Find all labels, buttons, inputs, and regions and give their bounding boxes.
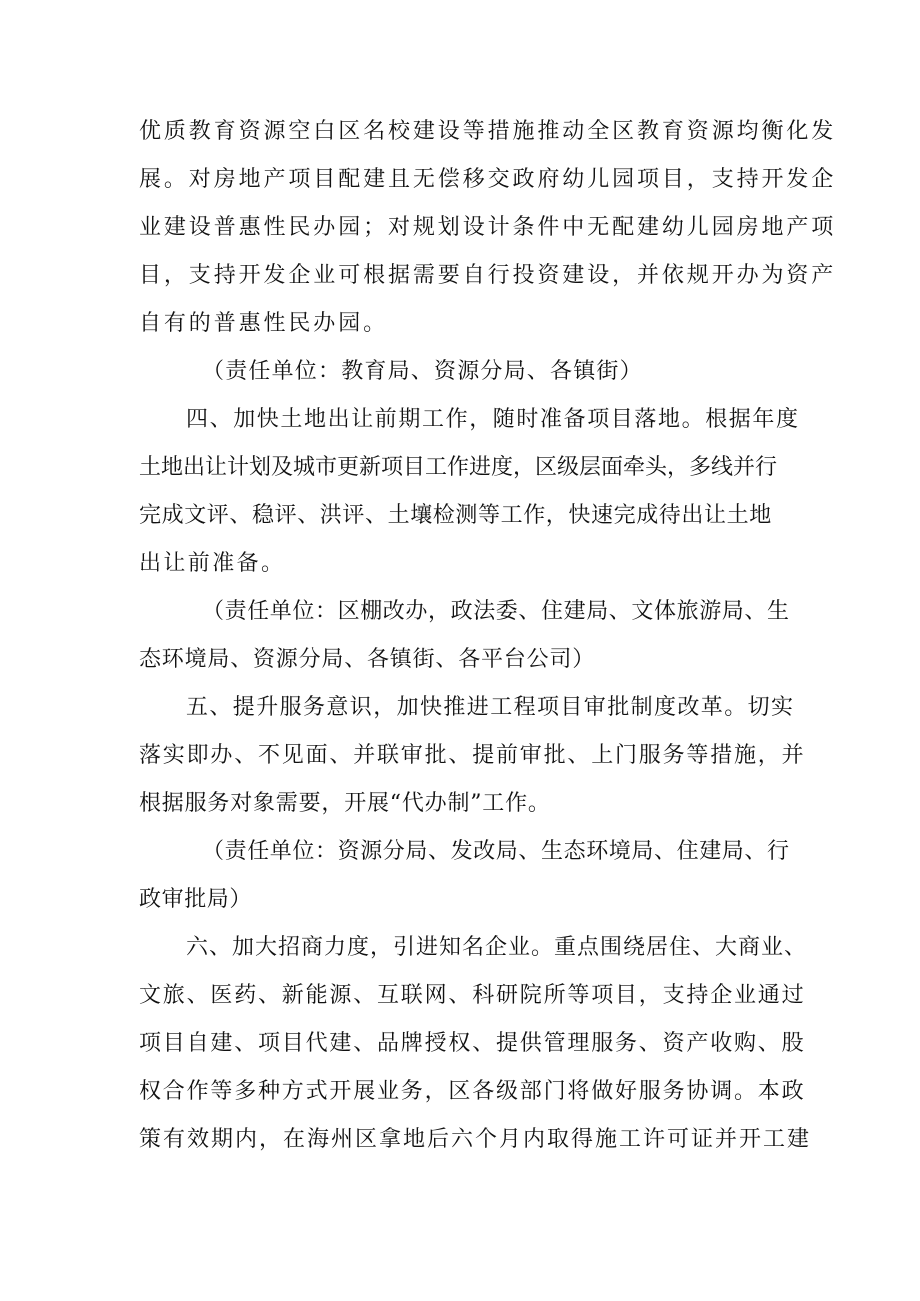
- section-heading-six: 六、加大招商力度，引进知名企业。重点围绕居住、大商业、: [186, 935, 808, 960]
- text-line: 优质教育资源空白区名校建设等措施推动全区教育资源均衡化发: [139, 119, 837, 144]
- text-line: 态环境局、资源分局、各镇街、各平台公司）: [139, 647, 596, 672]
- text-line: 土地出让计划及城市更新项目工作进度，区级层面牵头，多线并行: [139, 455, 778, 480]
- text-line: 自有的普惠性民办园。: [139, 311, 389, 336]
- responsibility-note: （责任单位：资源分局、发改局、生态环境局、住建局、行: [202, 839, 790, 864]
- text-line: 出让前准备。: [139, 551, 286, 576]
- text-line: 政审批局）: [139, 887, 253, 912]
- text-line: 业建设普惠性民办园；对规划设计条件中无配建幼儿园房地产项: [139, 215, 837, 240]
- section-heading-four: 四、加快土地出让前期工作，随时准备项目落地。根据年度: [186, 407, 800, 432]
- text-line: 文旅、医药、新能源、互联网、科研院所等项目，支持企业通过: [139, 983, 806, 1008]
- text-line: 策有效期内，在海州区拿地后六个月内取得施工许可证并开工建: [139, 1127, 812, 1152]
- text-line: 根据服务对象需要，开展“代办制”工作。: [139, 791, 551, 816]
- section-heading-five: 五、提升服务意识，加快推进工程项目审批制度改革。切实: [186, 695, 795, 720]
- responsibility-note: （责任单位：教育局、资源分局、各镇街）: [202, 359, 643, 384]
- responsibility-note: （责任单位：区棚改办，政法委、住建局、文体旅游局、生: [202, 599, 790, 624]
- text-line: 权合作等多种方式开展业务，区各级部门将做好服务协调。本政: [139, 1079, 806, 1104]
- text-line: 项目自建、项目代建、品牌授权、提供管理服务、资产收购、股: [139, 1031, 806, 1056]
- text-line: 目，支持开发企业可根据需要自行投资建设，并依规开办为资产: [139, 263, 837, 288]
- text-line: 落实即办、不见面、并联审批、提前审批、上门服务等措施，并: [139, 743, 806, 768]
- text-line: 完成文评、稳评、洪评、土壤检测等工作，快速完成待出让土地: [139, 503, 772, 528]
- text-line: 展。对房地产项目配建且无偿移交政府幼儿园项目，支持开发企: [139, 167, 837, 192]
